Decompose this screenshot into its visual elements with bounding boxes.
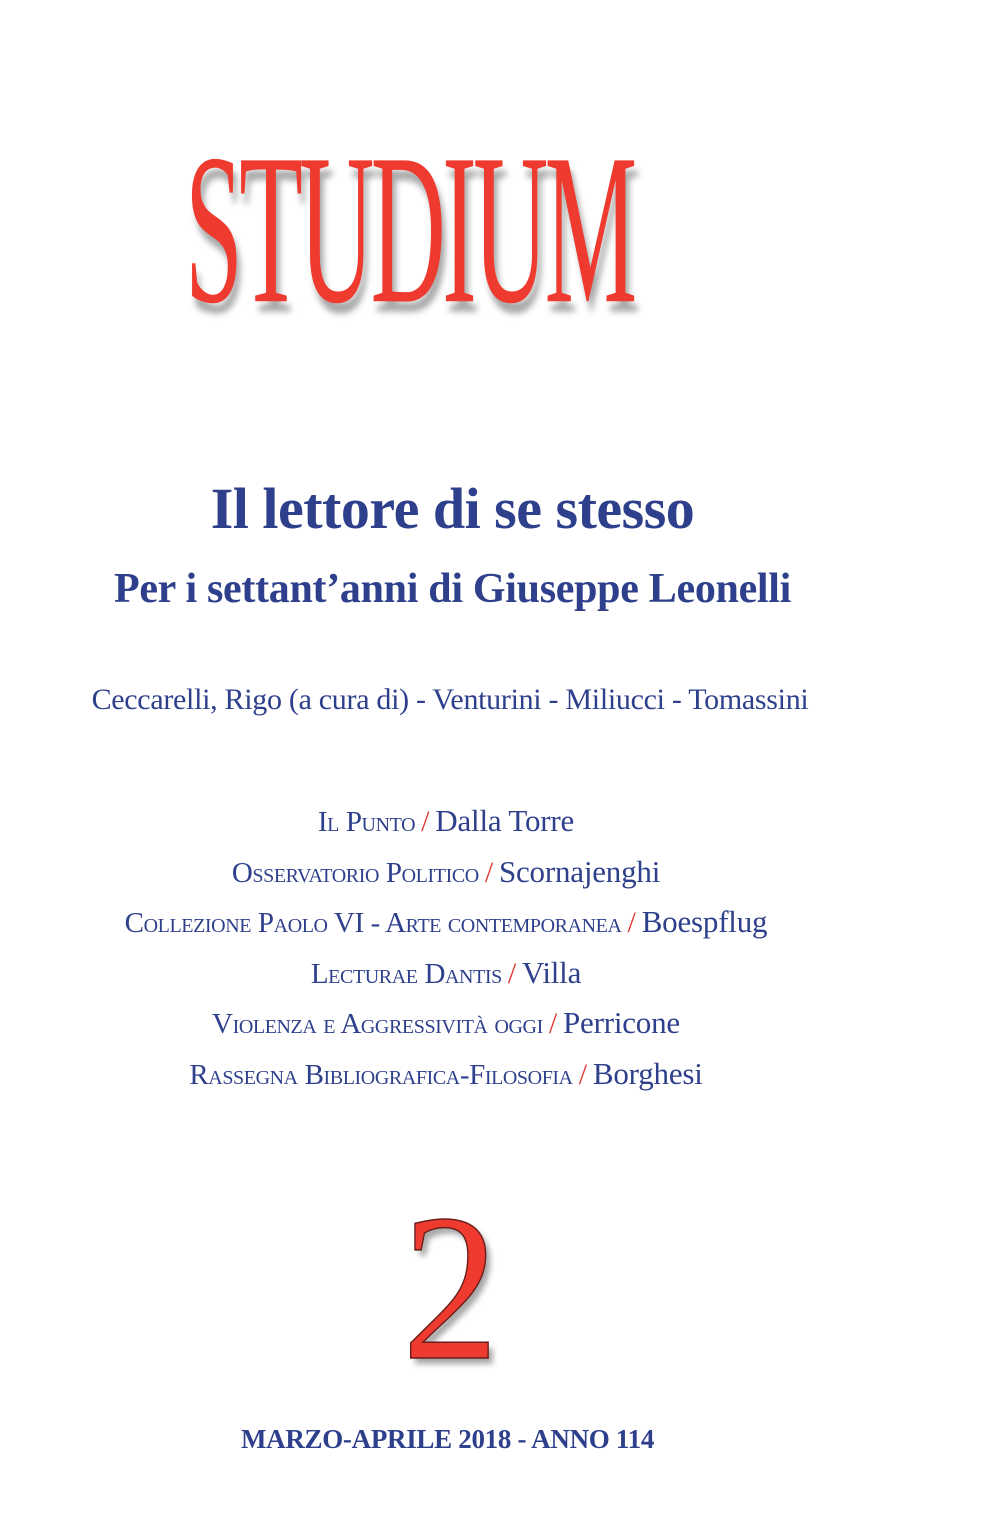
slash-separator: / [507,956,517,990]
slash-separator: / [548,1007,557,1040]
section-author: Borghesi [592,1055,703,1091]
section-name: Lecturae Dantis [310,957,502,990]
masthead-title: STUDIUM [185,110,634,349]
section-row [0,1000,892,1051]
issue-number-value: 2 [401,1172,499,1404]
slash-separator: / [578,1057,587,1091]
slash-separator: / [627,906,636,939]
section-author: Boespflug [641,904,768,939]
section-author: Scornajenghi [498,853,661,889]
issue-number [385,1172,515,1404]
section-name: Osservatorio Politico [231,856,479,889]
section-name: Il Punto [317,806,416,838]
section-row [0,798,892,849]
masthead [185,110,715,349]
section-author: Dalla Torre [435,803,575,838]
section-row [0,950,892,1001]
cover-headline-subtitle: Per i settant’anni di Giuseppe Leonelli [113,566,792,612]
issue-date: MARZO-APRILE 2018 - ANNO 114 [240,1424,655,1454]
slash-separator: / [421,805,430,838]
feature-authors: Ceccarelli, Rigo (a cura di) - Venturini - Miliucci - Tomassini [91,683,809,716]
section-row [0,1051,892,1102]
section-author: Villa [522,954,582,990]
section-name: Rassegna Bibliografica-Filosofia [189,1058,573,1091]
section-author: Perricone [562,1005,680,1040]
section-row [0,899,892,950]
slash-separator: / [484,855,493,889]
cover-headline-title: Il lettore di se stesso [210,476,695,541]
section-name: Violenza e Aggressività oggi [212,1008,543,1040]
section-name: Collezione Paolo VI - Arte contemporanea [124,907,622,939]
sections-list [0,798,892,1101]
section-row [0,849,892,900]
